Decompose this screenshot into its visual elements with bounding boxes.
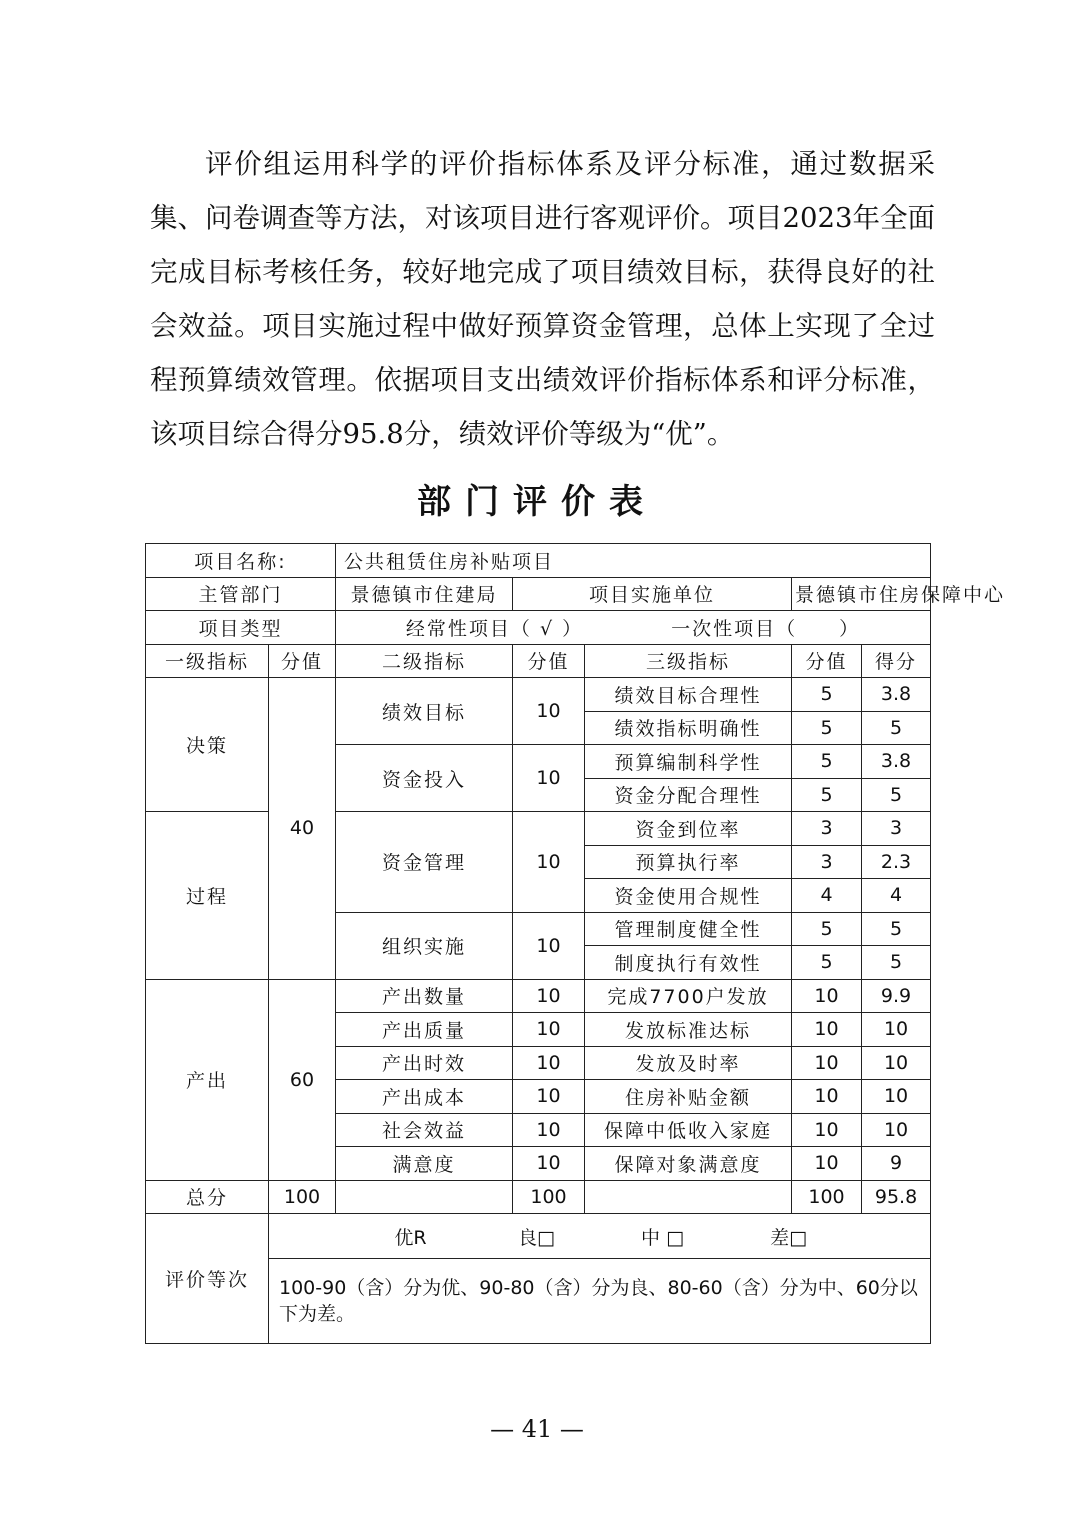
result-score: 5 <box>862 778 931 812</box>
group-process: 过程 <box>146 812 269 980</box>
grade-options <box>269 1214 931 1259</box>
level3-score: 10 <box>792 1013 862 1047</box>
level2-name: 产出数量 <box>336 979 513 1013</box>
level2-score: 10 <box>513 1113 585 1147</box>
result-score: 9.9 <box>862 979 931 1013</box>
result-score: 5 <box>862 946 931 980</box>
header-level1-score: 分值 <box>269 644 336 678</box>
level2-name: 资金投入 <box>336 745 513 812</box>
project-name-value: 公共租赁住房补贴项目 <box>336 544 931 578</box>
result-score: 5 <box>862 711 931 745</box>
level3-name: 绩效指标明确性 <box>585 711 792 745</box>
header-level2: 二级指标 <box>336 644 513 678</box>
paragraph-text: 评价组运用科学的评价指标体系及评分标准，通过数据采集、问卷调查等方法，对该项目进行客观评价。项目2023年全面完成目标考核任务，较好地完成了项目绩效目标，获得良好的社会效益。项目实施过程中做好预算资金管理，总体上实现了全过程预算绩效管理。依据项目支出绩效评价指标体系和评分标准，该项目综合得分95.8分，绩效评价等级为“优”。 <box>150 148 935 450</box>
level3-name: 制度执行有效性 <box>585 946 792 980</box>
level2-name: 资金管理 <box>336 812 513 913</box>
grade-option-excellent: 优R <box>394 1226 427 1249</box>
result-score: 10 <box>862 1013 931 1047</box>
implementing-unit-label: 项目实施单位 <box>513 577 792 611</box>
level3-score: 5 <box>792 912 862 946</box>
table-row <box>146 812 931 846</box>
level2-score: 10 <box>513 979 585 1013</box>
result-score: 3.8 <box>862 745 931 779</box>
level3-name: 资金分配合理性 <box>585 778 792 812</box>
type-onetime: 一次性项目（ ） <box>671 617 861 640</box>
level3-name: 住房补贴金额 <box>585 1080 792 1114</box>
level2-score: 10 <box>513 1147 585 1181</box>
level2-name: 产出成本 <box>336 1080 513 1114</box>
level3-name: 资金到位率 <box>585 812 792 846</box>
project-type-options <box>336 611 931 645</box>
header-level2-score: 分值 <box>513 644 585 678</box>
level3-score: 5 <box>792 678 862 712</box>
body-paragraph <box>150 137 935 461</box>
header-result: 得分 <box>862 644 931 678</box>
table-row <box>146 979 931 1013</box>
project-name-row <box>146 544 931 578</box>
result-score: 5 <box>862 912 931 946</box>
department-value: 景德镇市住建局 <box>336 577 513 611</box>
level3-name: 保障对象满意度 <box>585 1147 792 1181</box>
level3-name: 发放及时率 <box>585 1046 792 1080</box>
grade-label: 评价等次 <box>146 1214 269 1344</box>
level3-score: 10 <box>792 979 862 1013</box>
level2-score: 10 <box>513 812 585 913</box>
result-score: 10 <box>862 1080 931 1114</box>
level3-name: 预算编制科学性 <box>585 745 792 779</box>
grade-row <box>146 1214 931 1259</box>
level3-score: 3 <box>792 845 862 879</box>
level2-name: 产出时效 <box>336 1046 513 1080</box>
total-empty-cell <box>336 1180 513 1214</box>
header-row <box>146 644 931 678</box>
result-score: 2.3 <box>862 845 931 879</box>
total-empty-cell <box>585 1180 792 1214</box>
grade-standard-text: 100-90（含）分为优、90-80（含）分为良、80-60（含）分为中、60分以下为差。 <box>269 1259 931 1344</box>
result-score: 4 <box>862 879 931 913</box>
result-score: 10 <box>862 1046 931 1080</box>
level3-score: 4 <box>792 879 862 913</box>
header-level3: 三级指标 <box>585 644 792 678</box>
level3-score: 3 <box>792 812 862 846</box>
level3-name: 发放标准达标 <box>585 1013 792 1047</box>
level2-score: 10 <box>513 1080 585 1114</box>
type-regular: 经常性项目（ √ ） <box>405 617 584 640</box>
level3-score: 10 <box>792 1113 862 1147</box>
project-type-row <box>146 611 931 645</box>
level3-score: 5 <box>792 946 862 980</box>
result-score: 9 <box>862 1147 931 1181</box>
level3-name: 绩效目标合理性 <box>585 678 792 712</box>
header-level3-score: 分值 <box>792 644 862 678</box>
level3-score: 5 <box>792 778 862 812</box>
level2-score: 10 <box>513 678 585 745</box>
level2-score: 10 <box>513 912 585 979</box>
grade-option-good: 良□ <box>518 1226 555 1249</box>
result-score: 3.8 <box>862 678 931 712</box>
group-decision-process-score: 40 <box>269 678 336 980</box>
header-level1: 一级指标 <box>146 644 269 678</box>
level2-name: 绩效目标 <box>336 678 513 745</box>
level3-name: 保障中低收入家庭 <box>585 1113 792 1147</box>
result-score: 3 <box>862 812 931 846</box>
total-level1-score: 100 <box>269 1180 336 1214</box>
level3-score: 10 <box>792 1147 862 1181</box>
level2-score: 10 <box>513 1046 585 1080</box>
department-row <box>146 577 931 611</box>
level3-name: 完成7700户发放 <box>585 979 792 1013</box>
grade-option-poor: 差□ <box>770 1226 808 1249</box>
level3-name: 资金使用合规性 <box>585 879 792 913</box>
level2-name: 组织实施 <box>336 912 513 979</box>
total-level3-score: 100 <box>792 1180 862 1214</box>
total-label: 总分 <box>146 1180 269 1214</box>
level2-name: 社会效益 <box>336 1113 513 1147</box>
level3-name: 预算执行率 <box>585 845 792 879</box>
grade-option-medium: 中 □ <box>641 1226 685 1249</box>
total-result-score: 95.8 <box>862 1180 931 1214</box>
total-level2-score: 100 <box>513 1180 585 1214</box>
level3-score: 5 <box>792 711 862 745</box>
level2-name: 产出质量 <box>336 1013 513 1047</box>
group-output-score: 60 <box>269 979 336 1180</box>
level3-score: 5 <box>792 745 862 779</box>
implementing-unit-value: 景德镇市住房保障中心 <box>792 577 931 611</box>
level3-score: 10 <box>792 1046 862 1080</box>
page-number: — 41 — <box>490 1415 584 1443</box>
table-row <box>146 678 931 712</box>
evaluation-table <box>145 543 1006 1344</box>
level2-score: 10 <box>513 1013 585 1047</box>
group-decision: 决策 <box>146 678 269 812</box>
project-type-label: 项目类型 <box>146 611 336 645</box>
department-label: 主管部门 <box>146 577 336 611</box>
project-name-label: 项目名称: <box>146 544 336 578</box>
table-title: 部门评价表 <box>417 482 657 522</box>
group-output: 产出 <box>146 979 269 1180</box>
result-score: 10 <box>862 1113 931 1147</box>
level3-name: 管理制度健全性 <box>585 912 792 946</box>
level2-name: 满意度 <box>336 1147 513 1181</box>
total-row <box>146 1180 931 1214</box>
level3-score: 10 <box>792 1080 862 1114</box>
level2-score: 10 <box>513 745 585 812</box>
